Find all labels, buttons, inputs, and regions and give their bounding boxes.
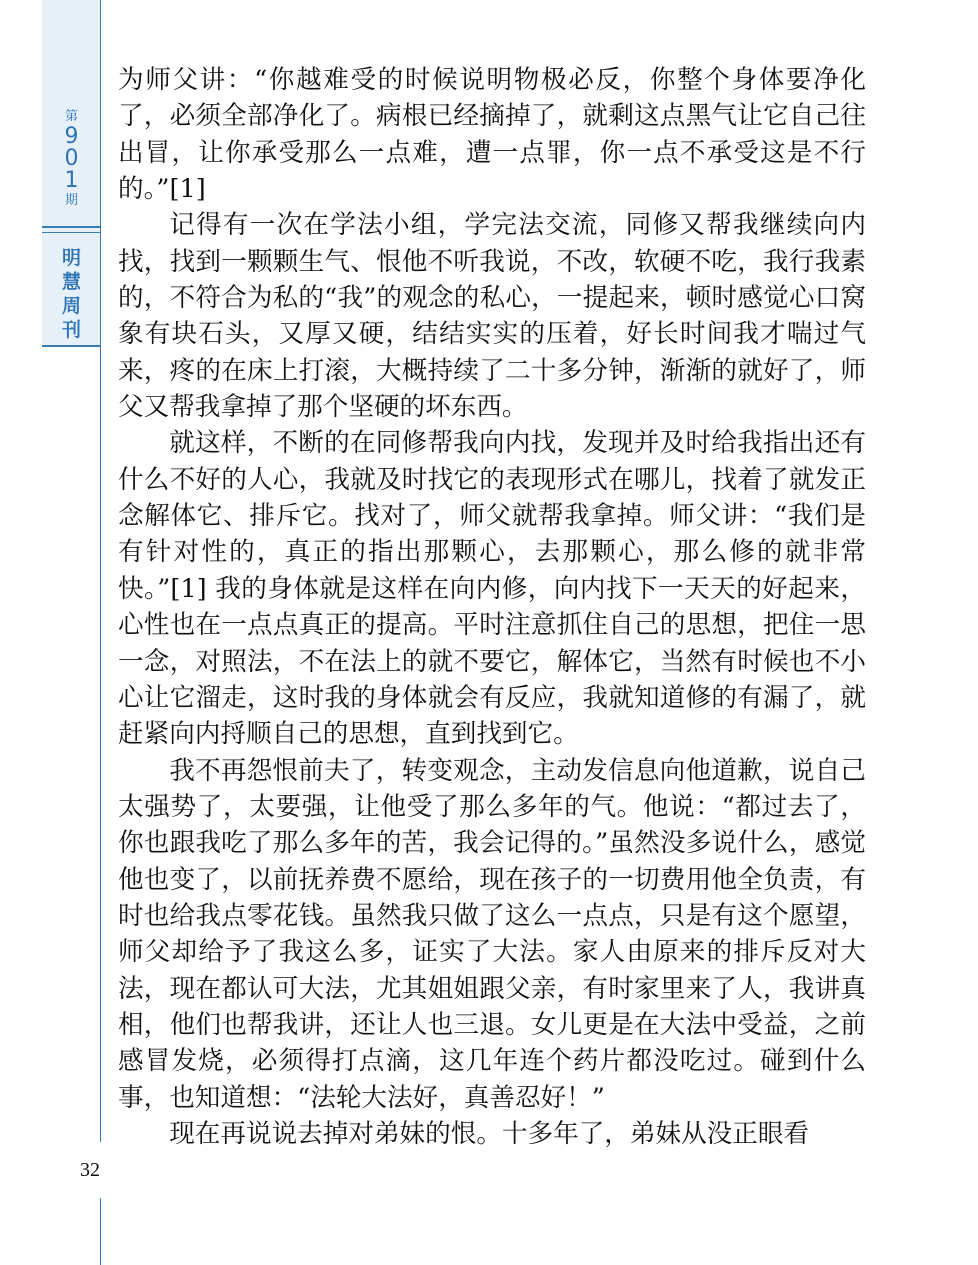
- issue-digit: 1: [64, 168, 79, 193]
- issue-suffix: 期: [64, 193, 78, 208]
- paragraph: 为师父讲：“你越难受的时候说明物极必反，你整个身体要净化了，必须全部净化了。病根已经摘掉了，就剩这点黑气让它自己往出冒，让你承受那么一点难，遭一点罪，你一点不承受这是不行的。”[1]: [118, 65, 866, 205]
- magazine-char: 周: [61, 295, 81, 317]
- article-body: [118, 62, 866, 1152]
- magazine-char: 刊: [61, 319, 81, 341]
- paragraph: 就这样，不断的在同修帮我向内找，发现并及时给我指出还有什么不好的人心，我就及时找它的表现形式在哪儿，找着了就发正念解体它、排斥它。找对了，师父就帮我拿掉。师父讲：“我们是有针对性的，真正的指出那颗心，去那颗心，那么修的就非常快。”[1] 我的身体就是这样在向内修，向内找下一天天的好起来，心性也在一点点真正的提高。平时注意抓住自己的思想，把住一思一念，对照法，不在法上的就不要它，解体它，当然有时候也不小心让它溜走，这时我的身体就会有反应，我就知道修的有漏了，就赶紧向内捋顺自己的思想，直到找到它。: [118, 428, 866, 750]
- magazine-title: [42, 246, 101, 342]
- paragraph: 记得有一次在学法小组，学完法交流，同修又帮我继续向内找，找到一颗颗生气、恨他不听我说，不改，软硬不吃，我行我素的，不符合为私的“我”的观念的私心，一提起来，顿时感觉心口窝象有块石头，又厚又硬，结结实实的压着，好长时间我才喘过气来，疼的在床上打滚，大概持续了二十多分钟，渐渐的就好了，师父又帮我拿掉了那个坚硬的坏东西。: [118, 210, 866, 423]
- paragraph: 我不再怨恨前夫了，转变观念，主动发信息向他道歉，说自己太强势了，太要强，让他受了那么多年的气。他说：“都过去了，你也跟我吃了那么多年的苦，我会记得的。”虽然没多说什么，感觉他也变了，以前抚养费不愿给，现在孩子的一切费用他全负责，有时也给我点零花钱。虽然我只做了这么一点点，只是有这个愿望，师父却给予了我这么多，证实了大法。家人由原来的排斥反对大法，现在都认可大法，尤其姐姐跟父亲，有时家里来了人，我讲真相，他们也帮我讲，还让人也三退。女儿更是在大法中受益，之前感冒发烧，必须得打点滴，这几年连个药片都没吃过。碰到什么事，也知道想：“法轮大法好，真善忍好！”: [118, 755, 866, 1113]
- sidebar-divider-top-thin: [42, 232, 101, 233]
- issue-digit: 0: [64, 146, 79, 171]
- magazine-char: 明: [61, 247, 81, 269]
- issue-prefix: 第: [64, 109, 78, 124]
- sidebar-divider-top: [42, 226, 101, 228]
- page-number: 32: [80, 1159, 100, 1181]
- paragraph: 现在再说说去掉对弟妹的恨。十多年了，弟妹从没正眼看: [169, 1118, 810, 1149]
- issue-digit: 9: [64, 124, 79, 149]
- sidebar-divider-bottom: [42, 345, 101, 347]
- issue-number: [42, 108, 101, 210]
- magazine-char: 慧: [61, 271, 81, 293]
